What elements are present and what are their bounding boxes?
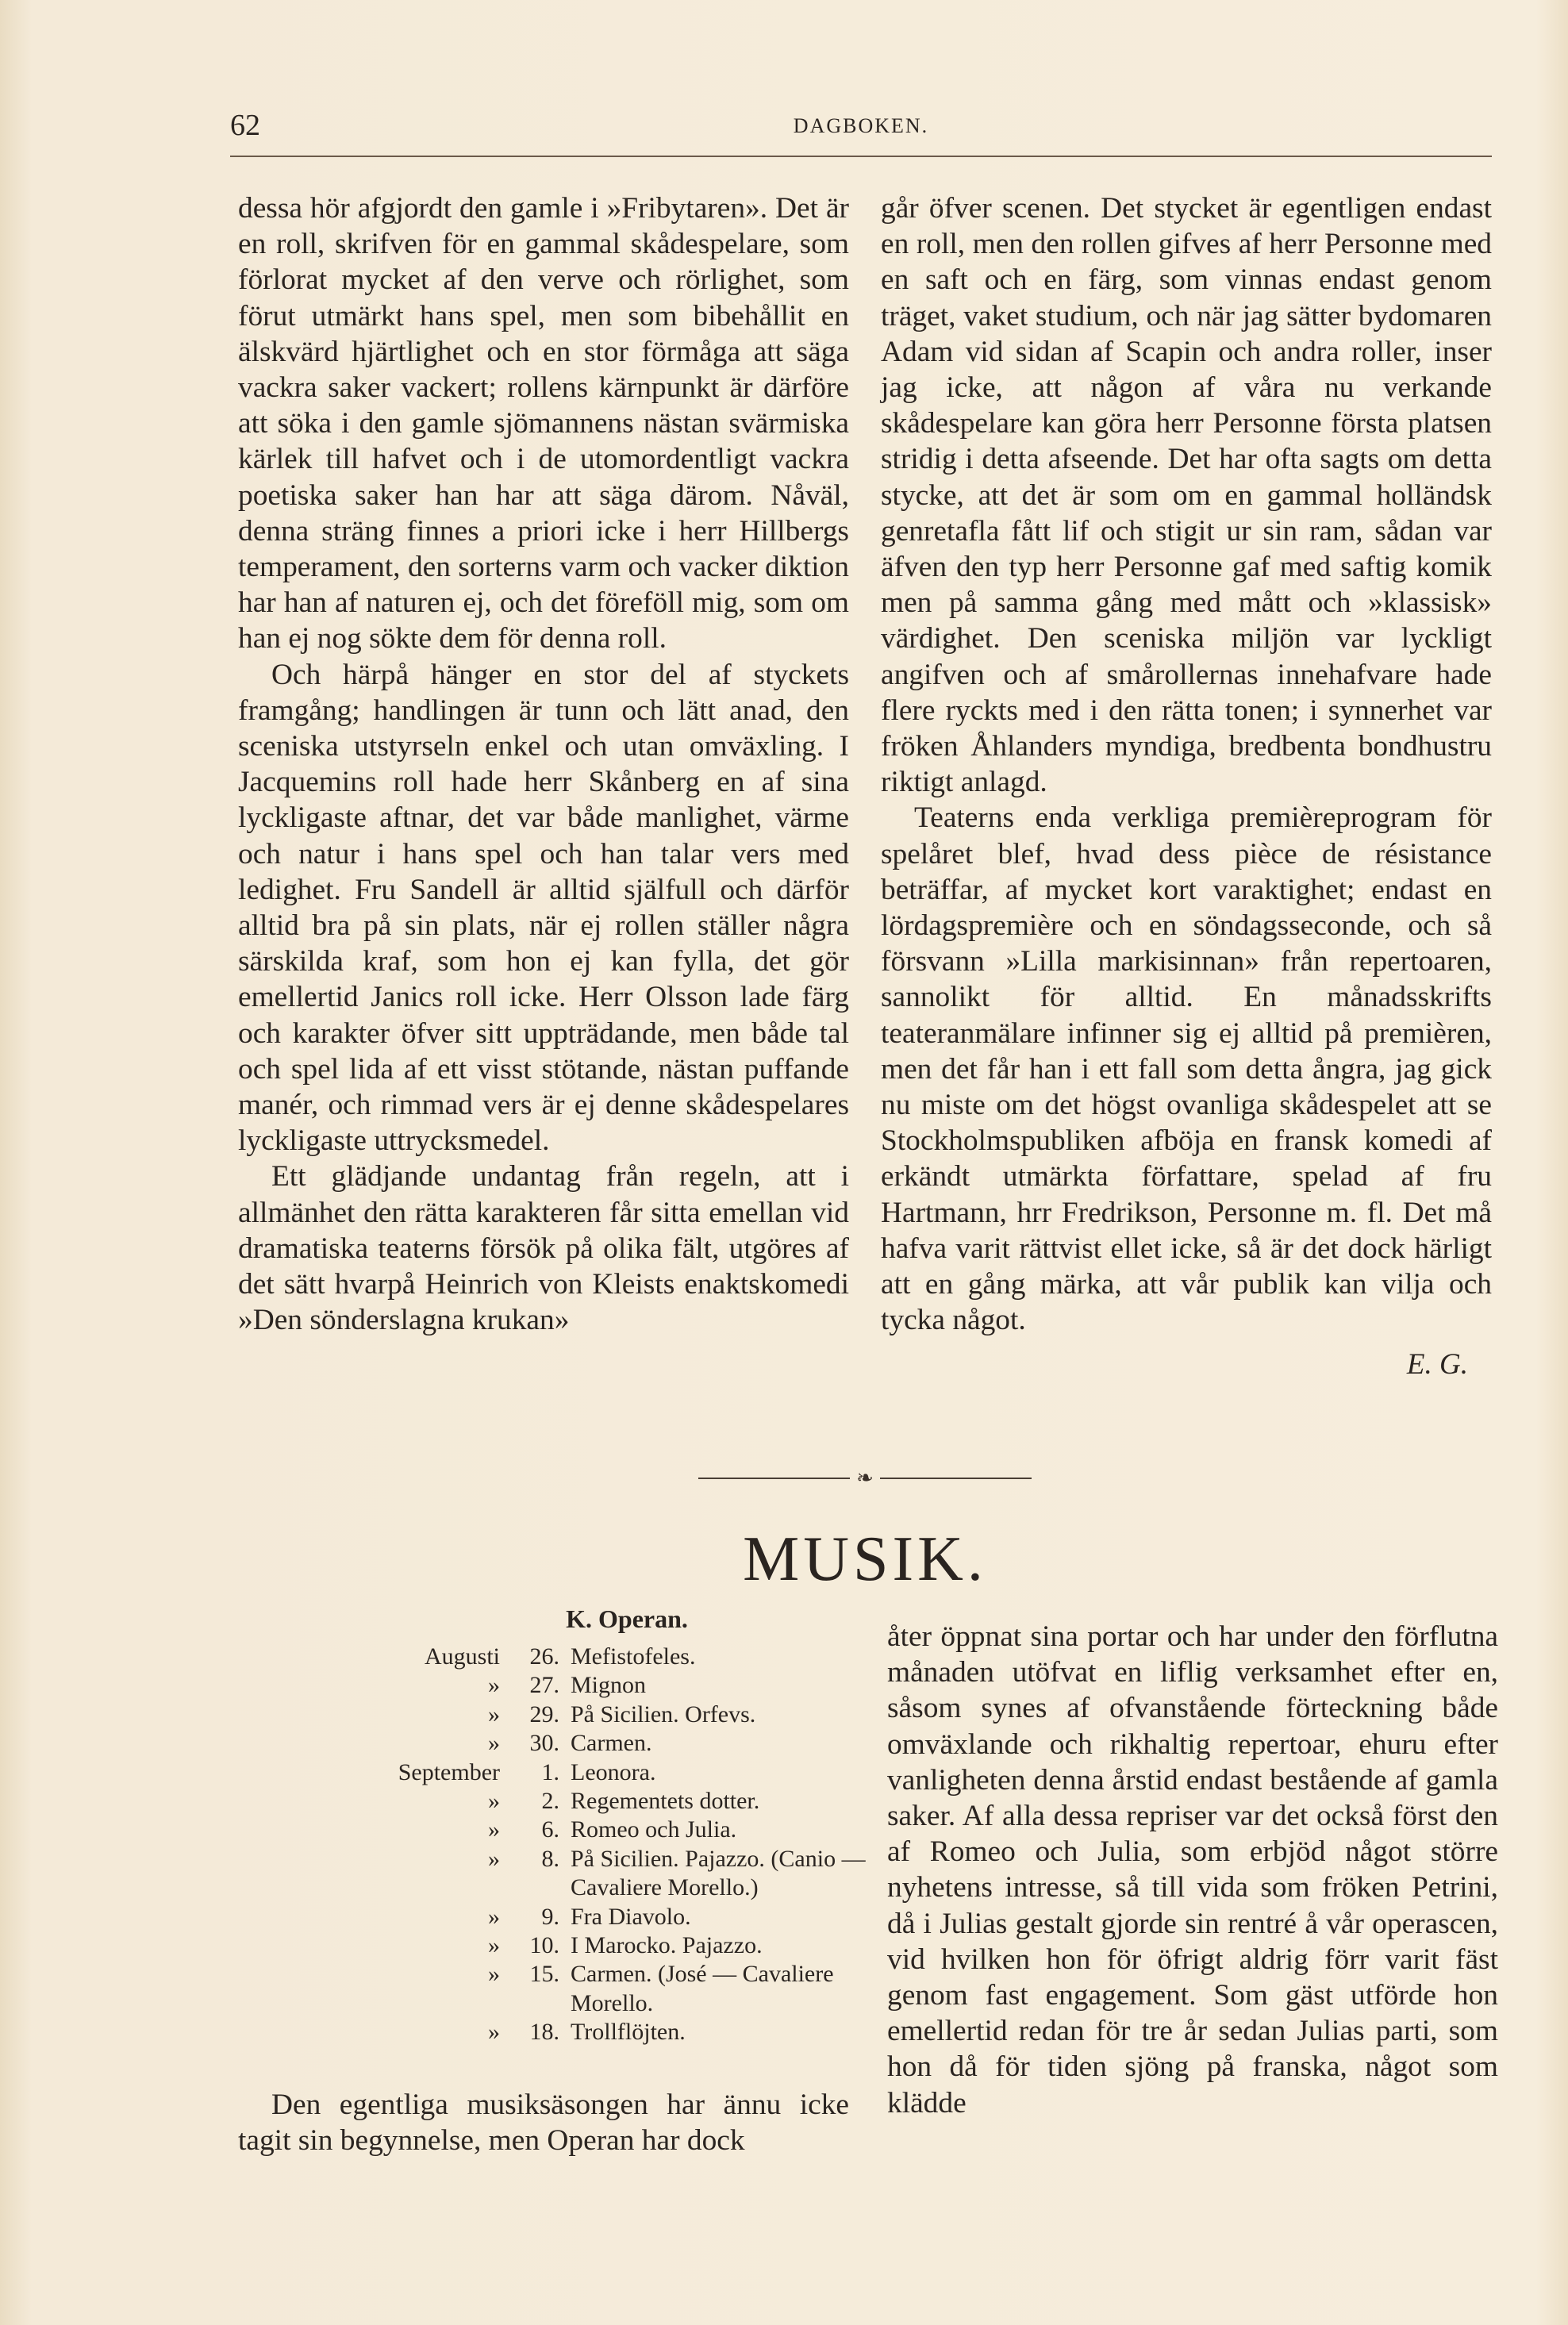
performance-row	[381, 1787, 873, 1816]
performance-day: 6.	[541, 1816, 559, 1843]
performance-title: På Sicilien. Pajazzo. (Canio — Cavaliere Morello.)	[571, 1845, 866, 1901]
performance-month: Augusti	[424, 1643, 500, 1670]
section-title: MUSIK.	[743, 1524, 987, 1594]
performance-day: 1.	[541, 1758, 559, 1785]
article-paragraph: går öfver scenen. Det stycket är egentligen endast en roll, men den rollen gifves af herr Personne med en saft och en färg, som vinnas endast genom träget, vaket studium, och när jag sätter bydomaren Adam vid sidan af Scapin och andra roller, inser jag icke, att någon af våra nu verkande skådespelare kan göra herr Personne första platsen stridig i detta afseende. Det har ofta sagts om detta stycke, att det är som om en gammal holländsk genretafla fått lif och stigit ur sin ram, sådan var äfven den typ herr Personne gaf med saftig komik men på samma gång med mått och »klassisk» värdighet. Den sceniska miljön var lyckligt angifven och af smårollernas innehafvare hade flere ryckts med i den rätta tonen; i synnerhet var fröken Åhlanders myndiga, bredbenta bondhustru riktigt anlagd.	[881, 192, 1492, 799]
opera-heading: K. Operan.	[566, 1604, 688, 1633]
musik-paragraph: Den egentliga musiksäsongen har ännu icke tagit sin begynnelse, men Operan har dock	[238, 2089, 849, 2157]
performance-title: Mignon	[571, 1672, 647, 1699]
performance-month: »	[488, 1845, 500, 1872]
performance-month: »	[488, 1816, 500, 1843]
running-head: DAGBOKEN.	[793, 114, 929, 137]
performance-row	[381, 1701, 873, 1729]
musik-paragraph: åter öppnat sina portar och har under den förflutna månaden utöfvat en liflig verksamhet efter en, såsom synes af ofvanstående förteckning både omväxlande och rikhaltig repertoar, ehuru efter vanligheten denna årstid endast bestående af gamla saker. Af alla dessa repriser var det också först den af Romeo och Julia, som erbjöd något större nyhetens intresse, så till vida som fröken Petrini, då i Julias gestalt gjorde sin rentré å vår operascen, vid hvilken hon för öfrigt aldrig förr varit fäst genom fast engagement. Som gäst utförde hon emellertid redan för tre år sedan Julias parti, som hon då för tiden sjöng på franska, något som klädde	[887, 1620, 1498, 2119]
performance-row	[381, 1671, 873, 1700]
performance-title: Leonora.	[571, 1758, 656, 1785]
performance-month: September	[398, 1758, 500, 1785]
performance-day: 8.	[541, 1845, 559, 1872]
performance-row	[381, 1643, 873, 1671]
performance-month: »	[488, 1903, 500, 1930]
section-ornament	[698, 1466, 1032, 1490]
musik-right-column	[887, 1619, 1498, 2121]
performance-title: Trollflöjten.	[571, 2019, 686, 2046]
performance-day: 18.	[529, 2019, 559, 2046]
performance-title: På Sicilien. Orfevs.	[571, 1701, 756, 1727]
performance-row	[381, 1758, 873, 1787]
performance-title: Carmen. (José — Cavaliere Morello.	[571, 1961, 834, 2016]
performance-day: 2.	[541, 1788, 559, 1815]
performance-list	[381, 1643, 873, 2047]
performance-row	[381, 1845, 873, 1903]
performance-title: Romeo och Julia.	[571, 1816, 737, 1843]
performance-month: »	[488, 1932, 500, 1959]
performance-month: »	[488, 1730, 500, 1757]
header-rule	[230, 156, 1492, 157]
musik-left-text	[238, 2087, 849, 2158]
performance-row	[381, 2018, 873, 2046]
performance-day: 26.	[529, 1643, 559, 1670]
ornament-rule-right	[880, 1478, 1032, 1479]
performance-title: I Marocko. Pajazzo.	[571, 1932, 763, 1959]
performance-day: 15.	[529, 1961, 559, 1988]
performance-title: Fra Diavolo.	[571, 1903, 691, 1930]
article-paragraph: Och härpå hänger en stor del af styckets framgång; handlingen är tunn och lätt anad, den sceniska utstyrseln enkel och utan omväxling. I Jacquemins roll hade herr Skånberg en af sina lyckligaste aftnar, det var både manlighet, värme och natur i hans spel och han talar vers med ledighet. Fru Sandell är alltid själfull och därför alltid bra på sin plats, när ej rollen ställer några särskilda kraf, som hon ej kan fylla, det gör emellertid Janics roll icke. Herr Olsson lade färg och karakter öfver sitt uppträdande, men både tal och spel lida af ett visst stötande, nästan puffande manér, och rimmad vers är ej denne skådespelares lyckligaste uttrycksmedel.	[238, 658, 849, 1158]
performance-day: 27.	[529, 1672, 559, 1699]
performance-title: Regementets dotter.	[571, 1788, 760, 1815]
performance-month: »	[488, 2019, 500, 2046]
article-left-column	[238, 190, 849, 1339]
fleuron-icon: ❧	[856, 1466, 874, 1489]
performance-row	[381, 1960, 873, 2018]
performance-day: 29.	[529, 1701, 559, 1727]
ornament-rule-left	[698, 1478, 850, 1479]
performance-month: »	[488, 1701, 500, 1727]
performance-day: 9.	[541, 1903, 559, 1930]
performance-day: 30.	[529, 1730, 559, 1757]
performance-title: Mefistofeles.	[571, 1643, 696, 1670]
page-header	[230, 108, 1492, 156]
performance-row	[381, 1729, 873, 1758]
performance-title: Carmen.	[571, 1730, 652, 1757]
performance-row	[381, 1931, 873, 1960]
performance-month: »	[488, 1788, 500, 1815]
performance-row	[381, 1816, 873, 1844]
page-number: 62	[230, 109, 260, 142]
article-paragraph: dessa hör afgjordt den gamle i »Fribytaren». Det är en roll, skrifven för en gammal skådespelare, som förlorat mycket af den verve och rörlighet, som förut utmärkt hans spel, men som bibehållit en älskvärd hjärtlighet och en stor förmåga att säga vackra saker vackert; rollens kärnpunkt är därföre att söka i den gamle sjömannens nästan svärmiska kärlek till hafvet och i de utomordentligt vackra poetiska saker han har att säga därom. Nåväl, denna sträng finnes a priori icke i herr Hillbergs temperament, den sorterns varm och vacker diktion har han af naturen ej, och det föreföll mig, som om han ej nog sökte dem för denna roll.	[238, 192, 849, 655]
performance-row	[381, 1903, 873, 1931]
author-signature: E. G.	[1406, 1347, 1468, 1381]
performance-day: 10.	[529, 1932, 559, 1959]
article-paragraph: Ett glädjande undantag från regeln, att i allmänhet den rätta karakteren får sitta emellan vid dramatiska teaterns försök på olika fält, utgöres af det sätt hvarpå Heinrich von Kleists enaktskomedi »Den sönderslagna krukan»	[238, 1160, 849, 1337]
article-right-column	[881, 190, 1492, 1382]
performance-month: »	[488, 1961, 500, 1988]
article-paragraph: Teaterns enda verkliga premièreprogram för spelåret blef, hvad dess pièce de résistance beträffar, af mycket kort varaktighet; endast en lördagspremière och en söndagsseconde, och så försvann »Lilla markisinnan» från repertoaren, sannolikt för alltid. En månadsskrifts teateranmälare infinner sig ej alltid på premièren, men det får han i ett fall som detta ångra, jag gick nu miste om det högst ovanliga skådespelet att se Stockholmspubliken afböja en fransk komedi af erkändt utmärkta författare, spelad af fru Hartmann, hrr Fredrikson, Personne m. fl. Det må hafva varit rättvist ellet icke, så är det dock härligt att en gång märka, att vår publik kan vilja och tycka något.	[881, 801, 1492, 1337]
performance-month: »	[488, 1672, 500, 1699]
